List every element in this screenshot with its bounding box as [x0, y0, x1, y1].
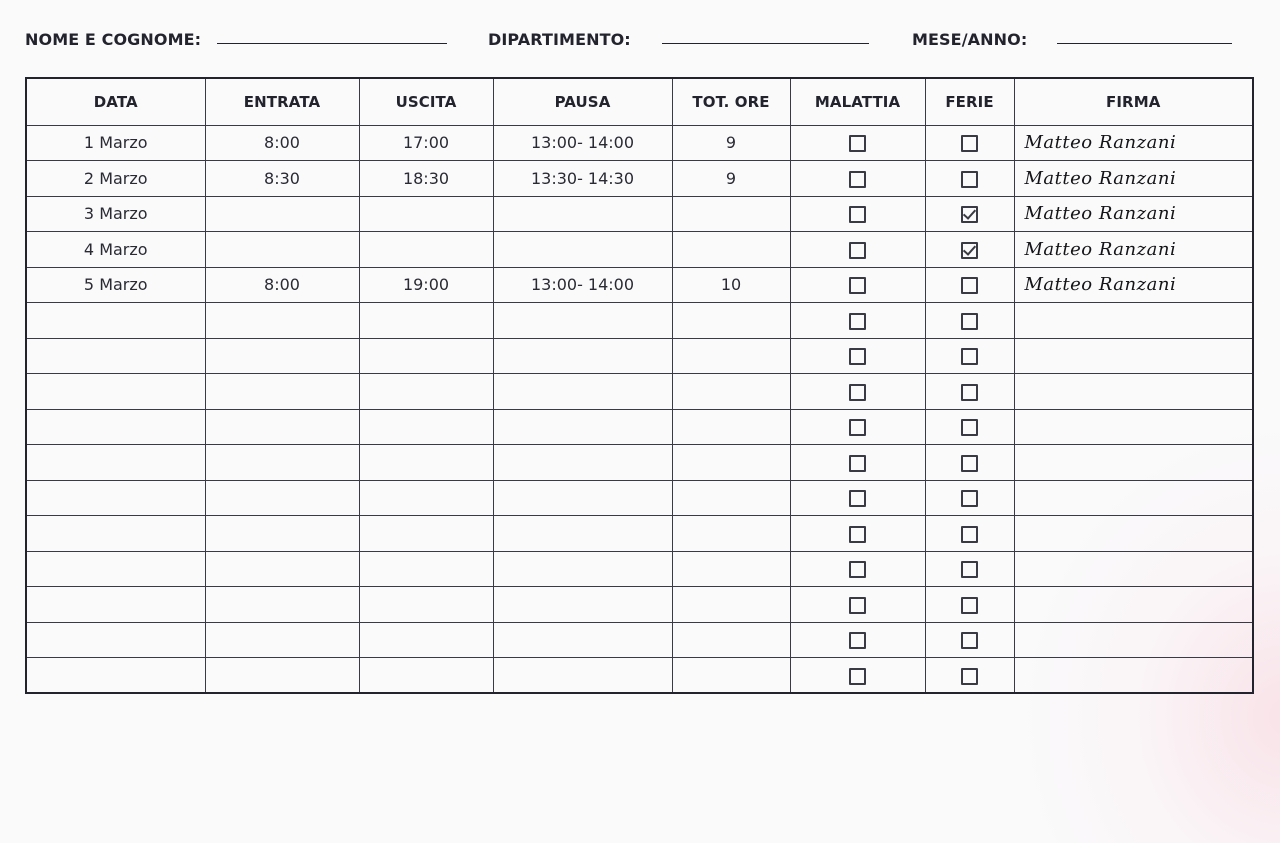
- break-cell[interactable]: [493, 480, 672, 516]
- table-row: [26, 587, 1253, 623]
- vacation-checkbox[interactable]: [961, 242, 978, 259]
- vacation-checkbox[interactable]: [961, 171, 978, 188]
- break-cell[interactable]: [493, 587, 672, 623]
- signature-cell[interactable]: [1014, 196, 1253, 232]
- vacation-checkbox[interactable]: [961, 206, 978, 223]
- table-row: [26, 232, 1253, 268]
- break-cell[interactable]: [493, 232, 672, 268]
- break-cell[interactable]: 13:00- 14:00: [493, 267, 672, 303]
- column-header-firma: FIRMA: [1014, 78, 1253, 125]
- table-row: [26, 445, 1253, 481]
- column-header-tot-ore: TOT. ORE: [672, 78, 790, 125]
- entry-time-cell[interactable]: 8:00: [205, 267, 359, 303]
- total-hours-cell[interactable]: [672, 232, 790, 268]
- sick-checkbox[interactable]: [849, 135, 866, 152]
- sick-checkbox[interactable]: [849, 526, 866, 543]
- vacation-cell: [925, 516, 1014, 552]
- total-hours-cell[interactable]: [672, 338, 790, 374]
- sick-cell: [790, 267, 925, 303]
- vacation-cell: [925, 338, 1014, 374]
- sick-cell: [790, 551, 925, 587]
- entry-time-cell[interactable]: 8:30: [205, 161, 359, 197]
- total-hours-cell[interactable]: [672, 196, 790, 232]
- entry-time-cell[interactable]: [205, 303, 359, 339]
- vacation-cell: [925, 374, 1014, 410]
- vacation-cell: [925, 622, 1014, 658]
- signature-cell[interactable]: [1014, 338, 1253, 374]
- signature-cell[interactable]: [1014, 232, 1253, 268]
- vacation-cell: [925, 267, 1014, 303]
- sick-checkbox[interactable]: [849, 668, 866, 685]
- sick-cell: [790, 196, 925, 232]
- date-cell[interactable]: [26, 374, 205, 410]
- date-cell[interactable]: [26, 480, 205, 516]
- date-cell[interactable]: [26, 658, 205, 694]
- table-row: [26, 516, 1253, 552]
- total-hours-cell[interactable]: 10: [672, 267, 790, 303]
- entry-time-cell[interactable]: [205, 551, 359, 587]
- entry-time-cell[interactable]: [205, 196, 359, 232]
- signature-cell[interactable]: [1014, 587, 1253, 623]
- month-year-label: MESE/ANNO:: [912, 30, 1028, 49]
- exit-time-cell[interactable]: [359, 409, 493, 445]
- exit-time-cell[interactable]: [359, 232, 493, 268]
- sick-checkbox[interactable]: [849, 242, 866, 259]
- sick-cell: [790, 516, 925, 552]
- sick-checkbox[interactable]: [849, 384, 866, 401]
- vacation-cell: [925, 125, 1014, 161]
- vacation-checkbox[interactable]: [961, 313, 978, 330]
- exit-time-cell[interactable]: [359, 480, 493, 516]
- total-hours-cell[interactable]: [672, 551, 790, 587]
- vacation-cell: [925, 196, 1014, 232]
- signature-cell[interactable]: [1014, 551, 1253, 587]
- signature-cell[interactable]: [1014, 480, 1253, 516]
- signature-cell[interactable]: [1014, 516, 1253, 552]
- sick-checkbox[interactable]: [849, 171, 866, 188]
- exit-time-cell[interactable]: [359, 374, 493, 410]
- vacation-cell: [925, 409, 1014, 445]
- table-row: [26, 125, 1253, 161]
- sick-checkbox[interactable]: [849, 348, 866, 365]
- signature: Matteo Ranzani: [1024, 203, 1177, 225]
- break-cell[interactable]: [493, 338, 672, 374]
- entry-time-cell[interactable]: [205, 587, 359, 623]
- sick-cell: [790, 622, 925, 658]
- total-hours-cell[interactable]: [672, 409, 790, 445]
- sick-checkbox[interactable]: [849, 490, 866, 507]
- table-row: [26, 551, 1253, 587]
- entry-time-cell[interactable]: [205, 409, 359, 445]
- break-cell[interactable]: [493, 551, 672, 587]
- exit-time-cell[interactable]: [359, 551, 493, 587]
- exit-time-cell[interactable]: [359, 196, 493, 232]
- exit-time-cell[interactable]: [359, 658, 493, 694]
- signature-cell[interactable]: [1014, 658, 1253, 694]
- vacation-cell: [925, 161, 1014, 197]
- sick-cell: [790, 232, 925, 268]
- sick-cell: [790, 445, 925, 481]
- signature: Matteo Ranzani: [1024, 238, 1177, 260]
- signature-cell[interactable]: [1014, 409, 1253, 445]
- vacation-cell: [925, 232, 1014, 268]
- exit-time-cell[interactable]: 18:30: [359, 161, 493, 197]
- vacation-cell: [925, 551, 1014, 587]
- header-row: [26, 78, 1253, 125]
- column-header-pausa: PAUSA: [493, 78, 672, 125]
- signature-cell[interactable]: [1014, 125, 1253, 161]
- vacation-cell: [925, 445, 1014, 481]
- break-cell[interactable]: [493, 445, 672, 481]
- sick-cell: [790, 587, 925, 623]
- total-hours-cell[interactable]: [672, 622, 790, 658]
- date-cell[interactable]: [26, 338, 205, 374]
- sick-checkbox[interactable]: [849, 455, 866, 472]
- table-row: [26, 196, 1253, 232]
- date-cell[interactable]: [26, 551, 205, 587]
- vacation-checkbox[interactable]: [961, 526, 978, 543]
- break-cell[interactable]: [493, 516, 672, 552]
- date-cell[interactable]: 2 Marzo: [26, 161, 205, 197]
- sick-cell: [790, 303, 925, 339]
- sick-cell: [790, 480, 925, 516]
- vacation-cell: [925, 587, 1014, 623]
- date-cell[interactable]: [26, 303, 205, 339]
- sick-checkbox[interactable]: [849, 206, 866, 223]
- sick-checkbox[interactable]: [849, 632, 866, 649]
- sick-cell: [790, 374, 925, 410]
- sick-checkbox[interactable]: [849, 277, 866, 294]
- name-field[interactable]: [217, 43, 447, 44]
- break-cell[interactable]: [493, 622, 672, 658]
- column-header-ferie: FERIE: [925, 78, 1014, 125]
- sick-cell: [790, 658, 925, 694]
- date-cell[interactable]: [26, 622, 205, 658]
- break-cell[interactable]: 13:30- 14:30: [493, 161, 672, 197]
- entry-time-cell[interactable]: [205, 445, 359, 481]
- date-cell[interactable]: 5 Marzo: [26, 267, 205, 303]
- total-hours-cell[interactable]: [672, 480, 790, 516]
- signature-cell[interactable]: [1014, 303, 1253, 339]
- break-cell[interactable]: [493, 374, 672, 410]
- break-cell[interactable]: [493, 658, 672, 694]
- table-row: [26, 480, 1253, 516]
- column-header-data: DATA: [26, 78, 205, 125]
- signature: Matteo Ranzani: [1024, 274, 1177, 296]
- vacation-checkbox[interactable]: [961, 348, 978, 365]
- table-row: [26, 374, 1253, 410]
- department-label: DIPARTIMENTO:: [488, 30, 631, 49]
- entry-time-cell[interactable]: [205, 516, 359, 552]
- date-cell[interactable]: [26, 409, 205, 445]
- exit-time-cell[interactable]: 17:00: [359, 125, 493, 161]
- table-row: [26, 267, 1253, 303]
- column-header-malattia: MALATTIA: [790, 78, 925, 125]
- entry-time-cell[interactable]: [205, 232, 359, 268]
- vacation-cell: [925, 480, 1014, 516]
- entry-time-cell[interactable]: [205, 338, 359, 374]
- timesheet-table: [25, 77, 1254, 694]
- vacation-checkbox[interactable]: [961, 561, 978, 578]
- exit-time-cell[interactable]: [359, 587, 493, 623]
- vacation-checkbox[interactable]: [961, 455, 978, 472]
- table-row: [26, 409, 1253, 445]
- date-cell[interactable]: 4 Marzo: [26, 232, 205, 268]
- sick-cell: [790, 409, 925, 445]
- total-hours-cell[interactable]: [672, 587, 790, 623]
- sick-cell: [790, 161, 925, 197]
- sick-cell: [790, 338, 925, 374]
- total-hours-cell[interactable]: [672, 658, 790, 694]
- column-header-uscita: USCITA: [359, 78, 493, 125]
- sick-checkbox[interactable]: [849, 419, 866, 436]
- table-row: [26, 338, 1253, 374]
- exit-time-cell[interactable]: [359, 622, 493, 658]
- sick-checkbox[interactable]: [849, 561, 866, 578]
- vacation-checkbox[interactable]: [961, 135, 978, 152]
- vacation-checkbox[interactable]: [961, 490, 978, 507]
- break-cell[interactable]: 13:00- 14:00: [493, 125, 672, 161]
- total-hours-cell[interactable]: 9: [672, 125, 790, 161]
- date-cell[interactable]: [26, 587, 205, 623]
- exit-time-cell[interactable]: 19:00: [359, 267, 493, 303]
- entry-time-cell[interactable]: 8:00: [205, 125, 359, 161]
- total-hours-cell[interactable]: 9: [672, 161, 790, 197]
- date-cell[interactable]: [26, 445, 205, 481]
- vacation-checkbox[interactable]: [961, 597, 978, 614]
- entry-time-cell[interactable]: [205, 374, 359, 410]
- column-header-entrata: ENTRATA: [205, 78, 359, 125]
- sick-cell: [790, 125, 925, 161]
- vacation-checkbox[interactable]: [961, 632, 978, 649]
- signature-cell[interactable]: [1014, 374, 1253, 410]
- vacation-checkbox[interactable]: [961, 277, 978, 294]
- vacation-cell: [925, 303, 1014, 339]
- total-hours-cell[interactable]: [672, 516, 790, 552]
- signature-cell[interactable]: [1014, 445, 1253, 481]
- total-hours-cell[interactable]: [672, 374, 790, 410]
- entry-time-cell[interactable]: [205, 480, 359, 516]
- table-row: [26, 303, 1253, 339]
- exit-time-cell[interactable]: [359, 338, 493, 374]
- sick-checkbox[interactable]: [849, 597, 866, 614]
- table-row: [26, 622, 1253, 658]
- month-year-field[interactable]: [1057, 43, 1232, 44]
- total-hours-cell[interactable]: [672, 303, 790, 339]
- signature-cell[interactable]: [1014, 161, 1253, 197]
- total-hours-cell[interactable]: [672, 445, 790, 481]
- table-body: [26, 125, 1253, 693]
- exit-time-cell[interactable]: [359, 516, 493, 552]
- signature: Matteo Ranzani: [1024, 167, 1177, 189]
- exit-time-cell[interactable]: [359, 445, 493, 481]
- vacation-cell: [925, 658, 1014, 694]
- table-row: [26, 161, 1253, 197]
- table-row: [26, 658, 1253, 694]
- date-cell[interactable]: 1 Marzo: [26, 125, 205, 161]
- vacation-checkbox[interactable]: [961, 668, 978, 685]
- signature: Matteo Ranzani: [1024, 132, 1177, 154]
- break-cell[interactable]: [493, 303, 672, 339]
- name-label: NOME E COGNOME:: [25, 30, 202, 49]
- department-field[interactable]: [662, 43, 869, 44]
- break-cell[interactable]: [493, 196, 672, 232]
- vacation-checkbox[interactable]: [961, 419, 978, 436]
- date-cell[interactable]: [26, 516, 205, 552]
- sick-checkbox[interactable]: [849, 313, 866, 330]
- signature-cell[interactable]: [1014, 267, 1253, 303]
- break-cell[interactable]: [493, 409, 672, 445]
- date-cell[interactable]: 3 Marzo: [26, 196, 205, 232]
- entry-time-cell[interactable]: [205, 658, 359, 694]
- vacation-checkbox[interactable]: [961, 384, 978, 401]
- exit-time-cell[interactable]: [359, 303, 493, 339]
- entry-time-cell[interactable]: [205, 622, 359, 658]
- signature-cell[interactable]: [1014, 622, 1253, 658]
